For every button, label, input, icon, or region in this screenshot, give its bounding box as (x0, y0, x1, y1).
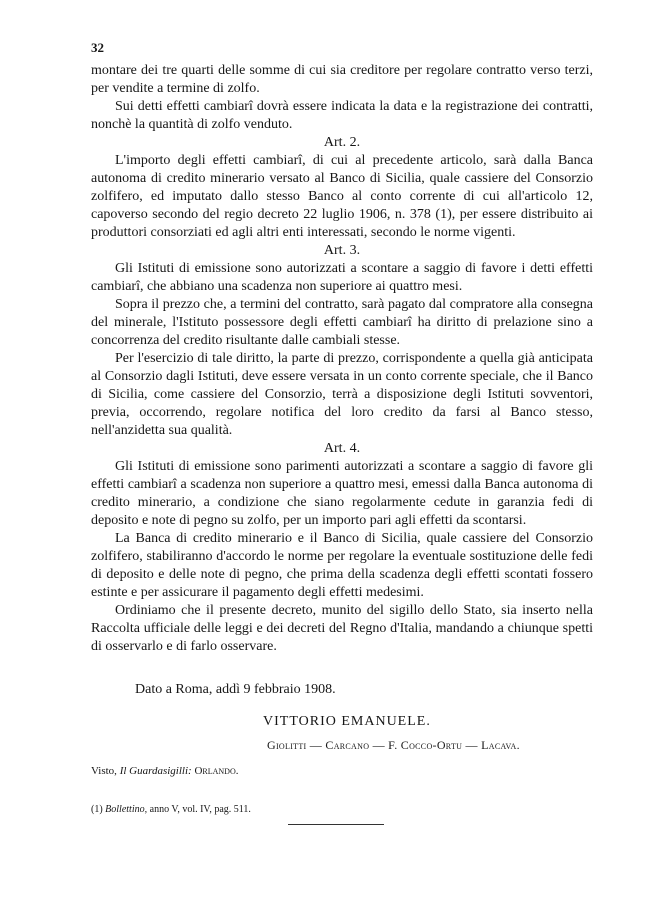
footnote (91, 804, 251, 815)
king-signature: VITTORIO EMANUELE. (263, 714, 431, 729)
footnote-rest: anno V, vol. IV, pag. 511. (149, 804, 251, 815)
paragraph-1: montare dei tre quarti delle somme di cui sia creditore per regolare contratto verso terzi, per vendite a termine di zolfo. (91, 63, 593, 96)
paragraph-9: Ordiniamo che il presente decreto, munito del sigillo dello Stato, sia inserto nella Raccolta ufficiale delle leggi e dei decreti del Regno d'Italia, mandando a chiunque spetti di osservarlo e di farlo osservare. (91, 603, 593, 654)
paragraph-6: Per l'esercizio di tale diritto, la parte di prezzo, corrispondente a quella già anticipata al Consorzio dagli Istituti, deve essere versata in un conto corrente speciale, che il Banco di Sicilia, come cassiere del Consorzio, terrà a disposizione degli Istituti sovventori, previa, occorrendo, regolare notifica del loro credito da farsi al Banco stesso, nell'anzidetta sua qualità. (91, 351, 593, 438)
visto-line (91, 765, 238, 777)
paragraph-2: Sui detti effetti cambiarî dovrà essere indicata la data e la registrazione dei contratti, nonchè la quantità di zolfo venduto. (91, 99, 593, 132)
footnote-source: Bollettino, (105, 804, 148, 815)
paragraph-7: Gli Istituti di emissione sono parimenti autorizzati a scontare a saggio di favore gli effetti cambiarî a scadenza non superiore a quattro mesi, emessi dalla Banca autonoma di credito minerario, a condizione che siano regolarmente cedute in garanzia fedi di deposito e note di pegno su zolfo, per un importo pari agli effetti da scontarsi. (91, 459, 593, 528)
article-4-heading: Art. 4. (323, 441, 361, 456)
paragraph-5: Sopra il prezzo che, a termini del contratto, sarà pagato dal compratore alla consegna del minerale, l'Istituto possessore degli effetti cambiarî ha diritto di prelazione sino a concorrenza del credito risultante dalle cambiali stesse. (91, 297, 593, 348)
visto-prefix: Visto, (91, 765, 117, 777)
footnote-divider (288, 824, 384, 825)
paragraph-4: Gli Istituti di emissione sono autorizzati a scontare a saggio di favore i detti effetti cambiarî, che abbiano una scadenza non superiore ai quattro mesi. (91, 261, 593, 294)
decree-body (91, 62, 593, 656)
date-line: Dato a Roma, addì 9 febbraio 1908. (135, 682, 336, 697)
footnote-marker: (1) (91, 804, 103, 815)
article-2-heading: Art. 2. (323, 135, 361, 150)
paragraph-8: La Banca di credito minerario e il Banco di Sicilia, quale cassiere del Consorzio zolfifero, stabiliranno d'accordo le norme per regolare la eventuale sostituzione delle fedi di deposito e delle note di pegno, che prima della scadenza degli effetti scontati fossero estinte e per assicurare il pagamento degli effetti medesimi. (91, 531, 593, 600)
visto-name: Orlando. (194, 765, 239, 777)
visto-title: Il Guardasigilli: (119, 765, 192, 777)
ministers-signatures: Giolitti — Carcano — F. Cocco-Ortu — Lacava. (267, 738, 520, 752)
paragraph-3: L'importo degli effetti cambiarî, di cui al precedente articolo, sarà dalla Banca autonoma di credito minerario versato al Banco di Sicilia, quale cassiere del Consorzio zolfifero, ed imputato dallo stesso Banco al conto corrente di cui all'articolo 12, capoverso secondo del regio decreto 22 luglio 1906, n. 378 (1), per essere distribuito ai produttori consorziati ed agli altri enti interessati, secondo le norme vigenti. (91, 153, 593, 240)
page-number: 32 (91, 40, 104, 55)
article-3-heading: Art. 3. (323, 243, 361, 258)
